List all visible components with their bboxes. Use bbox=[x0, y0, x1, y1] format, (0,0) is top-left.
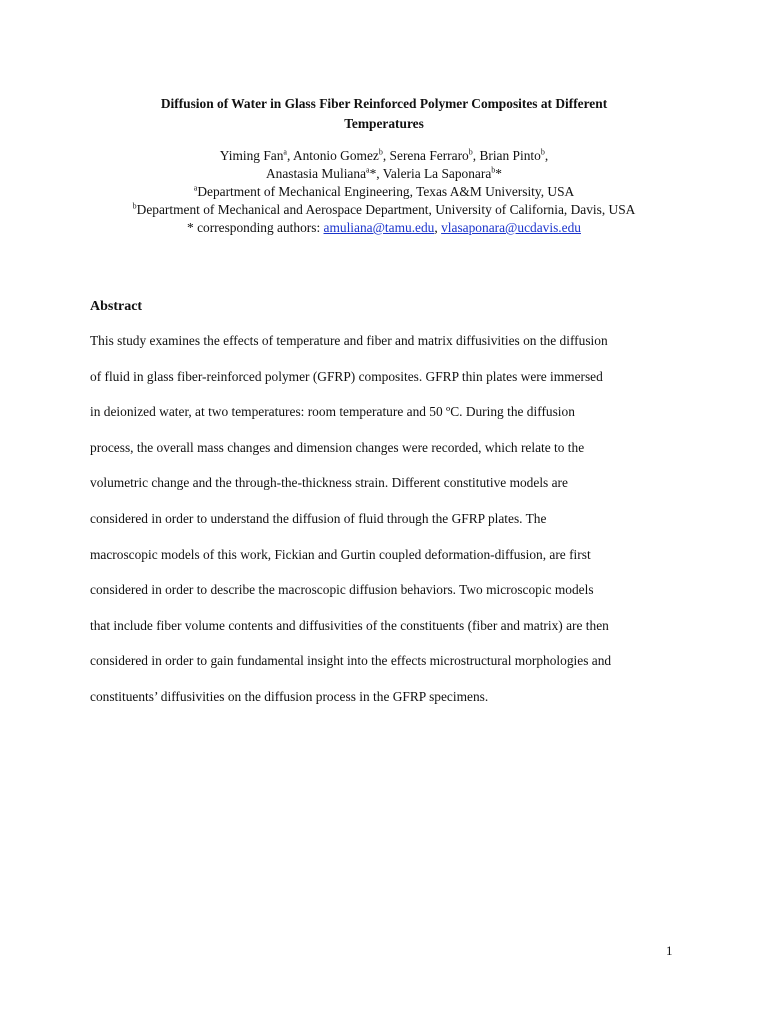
affiliation-marker: b bbox=[540, 147, 545, 157]
abstract-line: considered in order to describe the macroscopic diffusion behaviors. Two microscopic models bbox=[90, 582, 594, 598]
email-link-vlasaponara[interactable]: vlasaponara@ucdavis.edu bbox=[441, 220, 581, 235]
affiliation-text: Department of Mechanical Engineering, Texas A&M University, USA bbox=[197, 184, 575, 199]
email-link-amuliana[interactable]: amuliana@tamu.edu bbox=[323, 220, 435, 235]
author-name: *, Valeria La Saponara bbox=[369, 166, 492, 181]
author-name: , Brian Pinto bbox=[472, 148, 541, 163]
abstract-line: process, the overall mass changes and dimension changes were recorded, which relate to the bbox=[90, 439, 585, 455]
corresponding-marker: * bbox=[495, 166, 502, 181]
title-line-1: Diffusion of Water in Glass Fiber Reinforced Polymer Composites at Different bbox=[160, 96, 608, 111]
affiliation-marker: b bbox=[378, 147, 383, 157]
affiliation-marker: a bbox=[193, 183, 198, 193]
abstract-heading: Abstract bbox=[90, 299, 143, 314]
affiliation-marker: b bbox=[468, 147, 473, 157]
abstract-body bbox=[90, 331, 690, 723]
abstract-line: that include fiber volume contents and diffusivities of the constituents (fiber and matrix) are then bbox=[90, 617, 609, 633]
correspondence-line bbox=[60, 219, 708, 237]
author-name: , Antonio Gomez bbox=[286, 148, 379, 163]
affiliation-marker: b bbox=[132, 201, 137, 211]
abstract-line: considered in order to understand the diffusion of fluid through the GFRP plates. The bbox=[90, 510, 547, 526]
affiliation-marker: a bbox=[283, 147, 287, 157]
correspondence-label: * corresponding authors: bbox=[187, 220, 324, 235]
abstract-line: in deionized water, at two temperatures: room temperature and 50 ºC. During the diffusion bbox=[90, 404, 575, 420]
affiliation-marker: b bbox=[491, 165, 496, 175]
affiliation-a bbox=[60, 183, 708, 201]
author-line-1 bbox=[60, 147, 708, 165]
paper-title bbox=[100, 94, 668, 134]
abstract-line: macroscopic models of this work, Fickian and Gurtin coupled deformation-diffusion, are first bbox=[90, 546, 591, 562]
abstract-line: considered in order to gain fundamental insight into the effects microstructural morphologies and bbox=[90, 653, 612, 669]
email-separator: , bbox=[434, 220, 442, 235]
author-separator: , bbox=[544, 148, 549, 163]
affiliation-b bbox=[60, 201, 708, 219]
page-number: 1 bbox=[666, 943, 673, 958]
affiliation-text: Department of Mechanical and Aerospace Department, University of California, Davis, USA bbox=[136, 202, 636, 217]
affiliation-marker: a bbox=[366, 165, 370, 175]
title-line-2: Temperatures bbox=[344, 116, 424, 131]
abstract-line: volumetric change and the through-the-thickness strain. Different constitutive models are bbox=[90, 475, 568, 491]
author-name: , Serena Ferraro bbox=[382, 148, 469, 163]
author-line-2 bbox=[60, 165, 708, 183]
author-block bbox=[60, 147, 708, 237]
author-name: Yiming Fan bbox=[219, 148, 284, 163]
abstract-line: This study examines the effects of temperature and fiber and matrix diffusivities on the diffusion bbox=[90, 333, 608, 348]
abstract-line: constituents’ diffusivities on the diffusion process in the GFRP specimens. bbox=[90, 688, 489, 704]
abstract-line: of fluid in glass fiber-reinforced polymer (GFRP) composites. GFRP thin plates were immersed bbox=[90, 368, 603, 384]
author-name: Anastasia Muliana bbox=[265, 166, 367, 181]
